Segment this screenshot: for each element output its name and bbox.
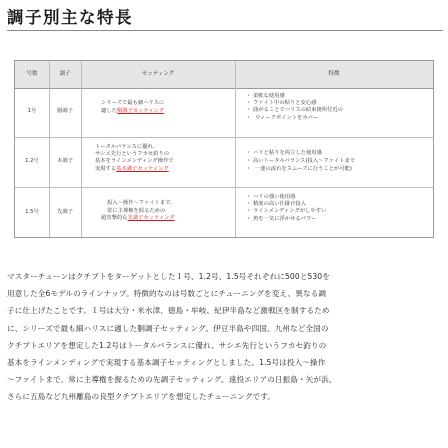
feature-table <box>14 60 434 238</box>
body-line: 子に仕上げたことです。１号は大分・米水津、徳島・牟岐、紀伊半島など激戦区を制するため <box>7 306 330 316</box>
row-3-setting <box>101 200 233 223</box>
row-2-features <box>247 149 433 173</box>
setting-line: 常に主導権を握るための <box>107 207 166 214</box>
setting-line: トータルバランスに優れ、 <box>95 144 159 150</box>
description-paragraph <box>7 268 443 406</box>
row-3-features <box>247 194 433 223</box>
setting-line: 基本をラインメンディング操作で <box>95 158 174 165</box>
row-1-tone: 胴調子 <box>57 108 73 114</box>
setting-emphasis: 胴調子セッティング <box>116 108 165 114</box>
body-line: に、シリーズで最も細ハリスに適した胴調子セッティング。伊豆半島や四国、九州など全国の <box>7 323 329 333</box>
feature-item: ・ ラインメンディングがしやすい <box>247 208 433 215</box>
row-3-tone: 先調子 <box>57 209 73 215</box>
page-title: 調子別主な特長 <box>7 8 133 27</box>
header-number: 号数 <box>26 71 38 77</box>
body-line: 基本をラインメンディングで実現する基本調子セッティングとしました。1.5号は投入～操作 <box>7 358 326 368</box>
feature-item: ・ 一連の流れをスムーズに行うことが可能) <box>247 165 433 173</box>
body-line: さらに五島など九州離島の良型クチブトエリアを想定したチューニングです。 <box>7 392 275 402</box>
body-line: 用意した全6モデルのラインナップ。特徴的なのは号数ごとにチューニングを変え、異なる調 <box>7 289 327 299</box>
header-setting: セッティング <box>141 71 175 77</box>
feature-item: ・ 曲がることでハリスの結束箇所付近の <box>247 107 433 114</box>
feature-item: ・ ファイト中の粘りと安心感 <box>247 100 433 107</box>
feature-item: ・ ハリと粘りを両立した使用感 <box>247 149 433 157</box>
title-underline <box>7 30 443 31</box>
setting-line: 適した胴調子セッティング <box>101 108 165 114</box>
feature-item: ・ ウィークポイントをカバー <box>247 115 433 122</box>
row-3-number: 1.5号 <box>25 209 39 215</box>
feature-item: ・ 魚を一気に浮かせるパワー <box>247 216 433 223</box>
setting-emphasis: 先調子セッティング <box>127 215 175 222</box>
row-1-setting <box>101 99 231 115</box>
row-2-tone: 本調子 <box>57 158 73 164</box>
body-line: マスターチューンはクチブトをターゲットとした１号、1.2号、1.5号それぞれに500と530を <box>7 272 330 281</box>
setting-emphasis: 基本調子セッティング <box>116 165 169 172</box>
feature-item: ・ 高いトータルバランス(投入～ファイトまで <box>247 157 433 165</box>
header-tone: 調子 <box>59 71 71 77</box>
setting-line: シリーズで最も細ハリスに <box>101 100 165 106</box>
feature-item: ・ 柔軟な使用感 <box>247 93 433 100</box>
body-line: ～ファイトまで、常に主導権を握るための先調子セッティング。遠投エリアの日振島・矢が浜、 <box>7 375 337 385</box>
row-2-number: 1.2号 <box>25 158 39 164</box>
feature-item: ・ 精度の高い仕掛け投入 <box>247 201 433 208</box>
setting-line: 投入～操作～ファイトまで、 <box>107 200 176 206</box>
setting-line: サシエ先行というフカセ釣りの <box>95 151 169 158</box>
row-divider <box>15 137 433 138</box>
row-1-features <box>247 93 433 122</box>
header-features: 特徴 <box>328 71 340 77</box>
body-line: クチブトエリアを想定した1.2号はトータルバランスに優れ、サシエ先行というフカセ釣りの <box>7 340 327 350</box>
table-header <box>15 61 433 89</box>
column-divider <box>235 61 236 237</box>
setting-line: 超攻撃的な先調子セッティング <box>101 215 175 222</box>
row-divider <box>15 187 433 188</box>
feature-item: ・ ハリの強い使用感 <box>247 194 433 201</box>
setting-line: 実現する基本調子セッティング <box>95 165 169 172</box>
column-divider <box>81 61 82 237</box>
row-1-number: 1号 <box>27 108 37 114</box>
row-2-setting <box>95 144 233 173</box>
